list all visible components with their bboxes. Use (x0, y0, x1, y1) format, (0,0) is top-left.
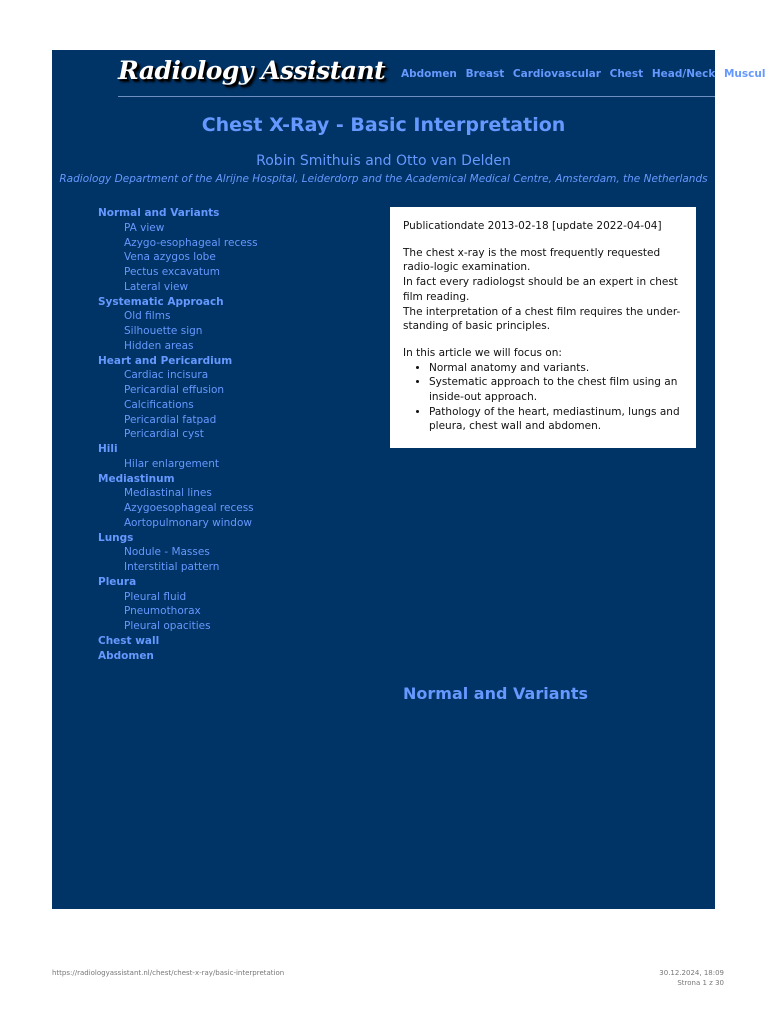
intro-box (390, 207, 696, 448)
toc-item[interactable]: Pleural fluid (124, 590, 187, 603)
print-footer-url: https://radiologyassistant.nl/chest/chest-x-ray/basic-interpretation (52, 969, 285, 977)
toc-pleura[interactable]: Pleura (98, 575, 137, 588)
toc-item[interactable]: Pericardial effusion (124, 384, 225, 396)
toc-item[interactable]: Cardiac incisura (124, 369, 209, 382)
page-title: Chest X-Ray - Basic Interpretation (201, 114, 566, 136)
top-nav (401, 68, 770, 80)
affiliation: Radiology Department of the Alrijne Hospital, Leiderdorp and the Academical Medical Centre, Amsterdam, the Netherlands (59, 173, 708, 185)
intro-line: The interpretation of a chest film requires the under-standing of basic principles. (403, 305, 681, 333)
toc-item[interactable]: Vena azygos lobe (124, 251, 216, 264)
section-heading: Normal and Variants (403, 684, 589, 703)
toc-item[interactable]: Hilar enlargement (124, 457, 220, 470)
toc-item[interactable]: Old films (124, 310, 171, 323)
nav-head-neck[interactable]: Head/Neck (651, 68, 716, 80)
toc-heart-and-pericardium[interactable]: Heart and Pericardium (98, 354, 233, 367)
nav-breast[interactable]: Breast (465, 68, 505, 80)
toc-abdomen[interactable]: Abdomen (98, 649, 154, 662)
toc-item[interactable]: Silhouette sign (124, 325, 203, 337)
toc-item[interactable]: Pectus excavatum (124, 266, 220, 278)
site-logo[interactable]: Radiology Assistant (118, 56, 386, 85)
toc-item[interactable]: Calcifications (124, 398, 194, 411)
toc-item[interactable]: Azygoesophageal recess (124, 502, 254, 514)
toc-systematic-approach[interactable]: Systematic Approach (98, 295, 224, 308)
toc-item[interactable]: Azygo-esophageal recess (124, 236, 258, 249)
authors: Robin Smithuis and Otto van Delden (256, 153, 511, 169)
toc-item[interactable]: Pleural opacities (124, 620, 211, 632)
publication-date: Publicationdate 2013-02-18 [update 2022-04-04] (403, 220, 662, 232)
print-page-number: Strona 1 z 30 (677, 978, 724, 987)
nav-musculoskeletal[interactable]: Muscul (723, 68, 766, 80)
print-datetime: 30.12.2024, 18:09 (659, 969, 724, 977)
toc-item[interactable]: Pneumothorax (124, 605, 201, 618)
toc-item[interactable]: Mediastinal lines (124, 487, 212, 500)
toc-item[interactable]: Lateral view (124, 280, 189, 293)
toc-item[interactable]: Nodule - Masses (124, 546, 210, 559)
focus-item: • Normal anatomy and variants. (429, 361, 683, 376)
nav-divider (118, 96, 715, 97)
focus-intro: In this article we will focus on: (403, 346, 562, 359)
focus-list (403, 361, 683, 435)
toc-normal-and-variants[interactable]: Normal and Variants (98, 207, 220, 219)
toc-item[interactable]: Pericardial fatpad (124, 413, 217, 426)
toc-lungs[interactable]: Lungs (98, 531, 134, 544)
print-footer-info (659, 969, 724, 988)
toc-chest-wall[interactable]: Chest wall (98, 634, 160, 647)
toc-item[interactable]: PA view (124, 221, 165, 234)
toc-hili[interactable]: Hili (98, 443, 118, 455)
focus-item: • Pathology of the heart, mediastinum, lungs and pleura, chest wall and abdomen. (429, 405, 683, 434)
toc-mediastinum[interactable]: Mediastinum (98, 472, 175, 485)
nav-abdomen[interactable]: Abdomen (401, 68, 457, 80)
nav-cardiovascular[interactable]: Cardiovascular (512, 68, 601, 80)
intro-line: In fact every radiologst should be an expert in chest film reading. (403, 276, 678, 303)
toc-item[interactable]: Aortopulmonary window (124, 516, 252, 529)
toc-item[interactable]: Pericardial cyst (124, 428, 204, 441)
page-body (52, 50, 766, 909)
focus-item: • Systematic approach to the chest film using an inside-out approach. (429, 375, 683, 404)
toc-item[interactable]: Interstitial pattern (124, 561, 220, 573)
nav-chest[interactable]: Chest (609, 68, 644, 80)
toc-item[interactable]: Hidden areas (124, 339, 194, 352)
intro-line: The chest x-ray is the most frequently requested radio-logic examination. (403, 246, 661, 274)
table-of-contents (98, 206, 258, 663)
